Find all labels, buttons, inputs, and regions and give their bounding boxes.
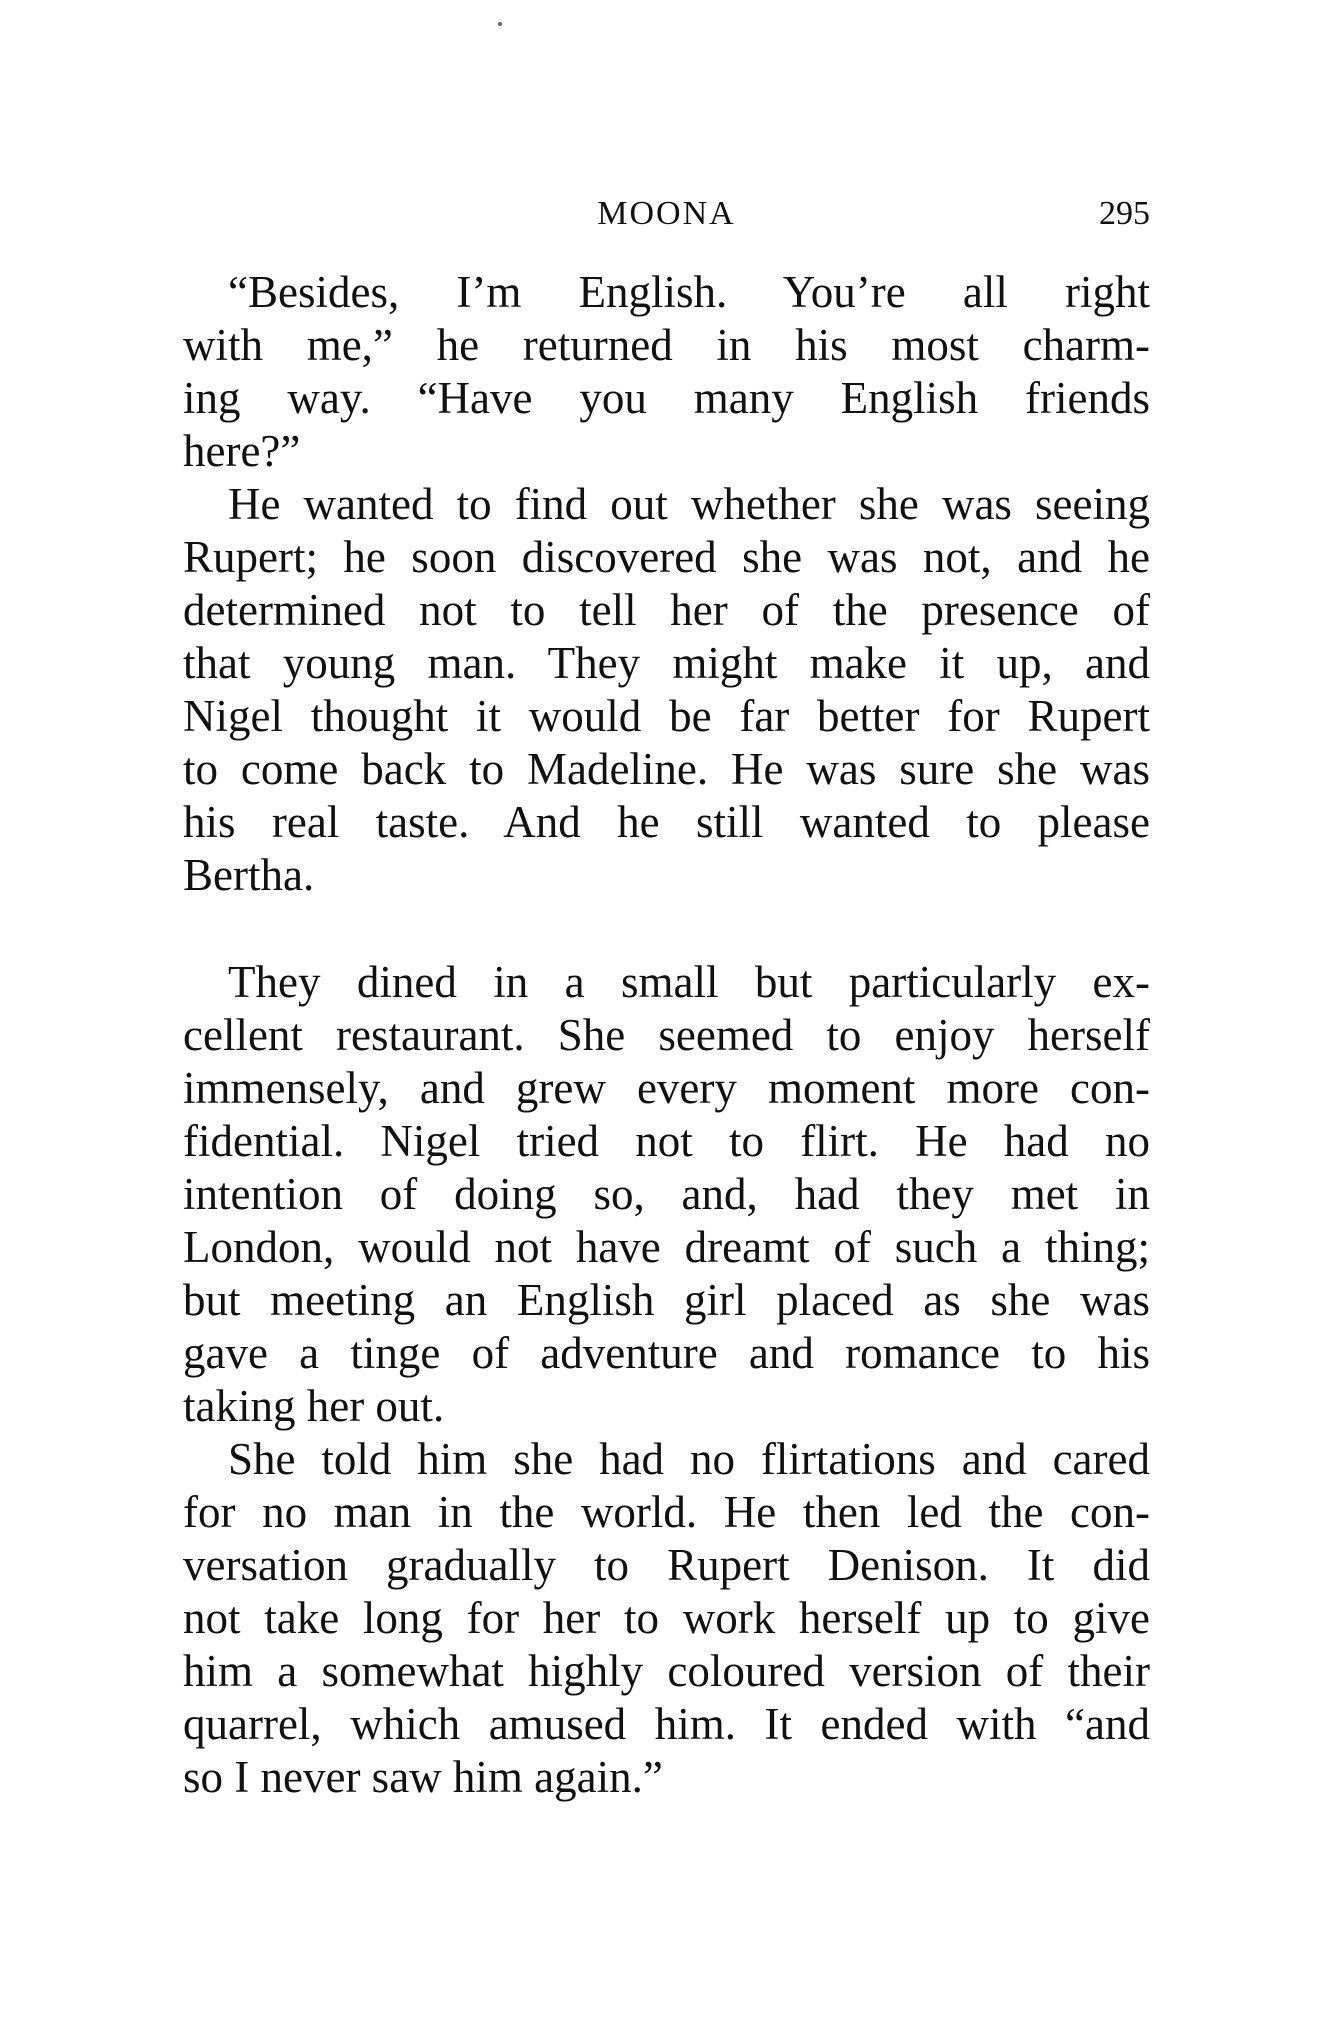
text-line: intention of doing so, and, had they met in [183,1169,1150,1219]
text-line: versation gradually to Rupert Denison. It did [183,1540,1150,1590]
running-title: MOONA [597,195,736,232]
text-line: quarrel, which amused him. It ended with “and [183,1699,1150,1749]
text-line: for no man in the world. He then led the con- [183,1487,1150,1537]
text-line: cellent restaurant. She seemed to enjoy herself [183,1010,1150,1060]
text-line: not take long for her to work herself up to give [183,1593,1150,1643]
text-line: him a somewhat highly coloured version of their [183,1646,1150,1696]
page-number: 295 [1099,195,1150,232]
text-line: Bertha. [183,850,315,900]
text-line: They dined in a small but particularly ex- [228,957,1150,1007]
ink-speck [498,22,502,26]
running-head [183,195,1150,235]
text-line: his real taste. And he still wanted to please [183,797,1150,847]
text-line: fidential. Nigel tried not to flirt. He had no [183,1116,1150,1166]
text-line: gave a tinge of adventure and romance to his [183,1328,1150,1378]
text-line: Nigel thought it would be far better for Rupert [183,691,1150,741]
text-line: immensely, and grew every moment more con- [183,1063,1150,1113]
text-line: taking her out. [183,1381,445,1431]
text-line: here?” [183,426,301,476]
text-line: that young man. They might make it up, and [183,638,1150,688]
text-line: ing way. “Have you many English friends [183,373,1150,423]
text-line: so I never saw him again.” [183,1752,663,1802]
text-line: “Besides, I’m English. You’re all right [228,267,1150,317]
text-line: determined not to tell her of the presence of [183,585,1150,635]
text-line: Rupert; he soon discovered she was not, and he [183,532,1150,582]
text-line: London, would not have dreamt of such a thing; [183,1222,1150,1272]
text-line: to come back to Madeline. He was sure she was [183,744,1150,794]
text-line: He wanted to find out whether she was seeing [228,479,1150,529]
text-line: but meeting an English girl placed as she was [183,1275,1150,1325]
text-line: with me,” he returned in his most charm- [183,320,1150,370]
text-line: She told him she had no flirtations and cared [228,1434,1150,1484]
